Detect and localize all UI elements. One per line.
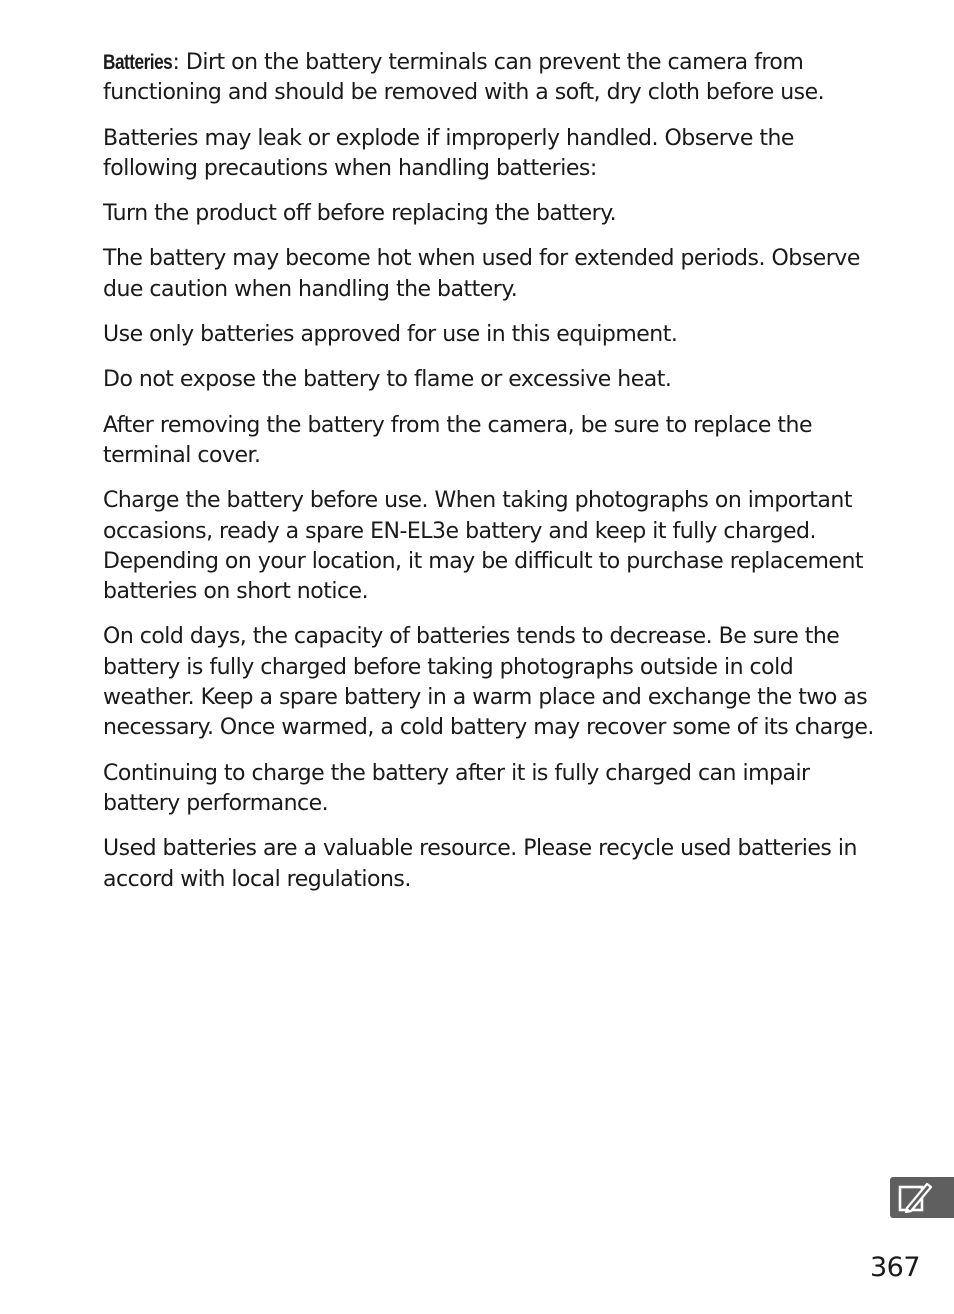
paragraph-hot-battery: The battery may become hot when used for extended periods. Observe due caution when handling the battery. — [103, 246, 860, 302]
paragraph-precautions-intro: Batteries may leak or explode if improperly handled. Observe the following precautions when handling batteries: — [103, 125, 794, 181]
paragraph-recycle: Used batteries are a valuable resource. Please recycle used batteries in accord with local regulations. — [103, 836, 857, 892]
paragraph-cold-days: On cold days, the capacity of batteries tends to decrease. Be sure the battery is fully charged before taking photographs outside in cold weather. Keep a spare battery in a warm place and exchange the two as necessary. Once warmed, a cold battery may recover some of its charge. — [103, 624, 874, 741]
paragraph-overcharging: Continuing to charge the battery after it is fully charged can impair battery performance. — [103, 760, 810, 816]
page-number: 367 — [870, 1252, 921, 1283]
paragraph-terminal-cover: After removing the battery from the camera, be sure to replace the terminal cover. — [103, 412, 813, 468]
section-tab[interactable] — [890, 1177, 954, 1218]
notes-pencil-icon — [898, 1181, 932, 1214]
paragraph-turn-off: Turn the product off before replacing the battery. — [103, 201, 617, 227]
paragraph-batteries-care — [103, 48, 883, 109]
paragraph-approved-batteries: Use only batteries approved for use in this equipment. — [103, 322, 678, 348]
paragraph-charge-before-use: Charge the battery before use. When taking photographs on important occasions, ready a spare EN-EL3e battery and keep it fully charged. Depending on your location, it may be difficult to purchase replacement batteries on short notice. — [103, 488, 864, 605]
lead-term: Batteries — [103, 51, 173, 74]
document-body — [103, 48, 883, 910]
paragraph-flame-heat: Do not expose the battery to flame or excessive heat. — [103, 367, 672, 393]
lead-text: : Dirt on the battery terminals can prevent the camera from functioning and should be removed with a soft, dry cloth before use. — [103, 50, 825, 106]
